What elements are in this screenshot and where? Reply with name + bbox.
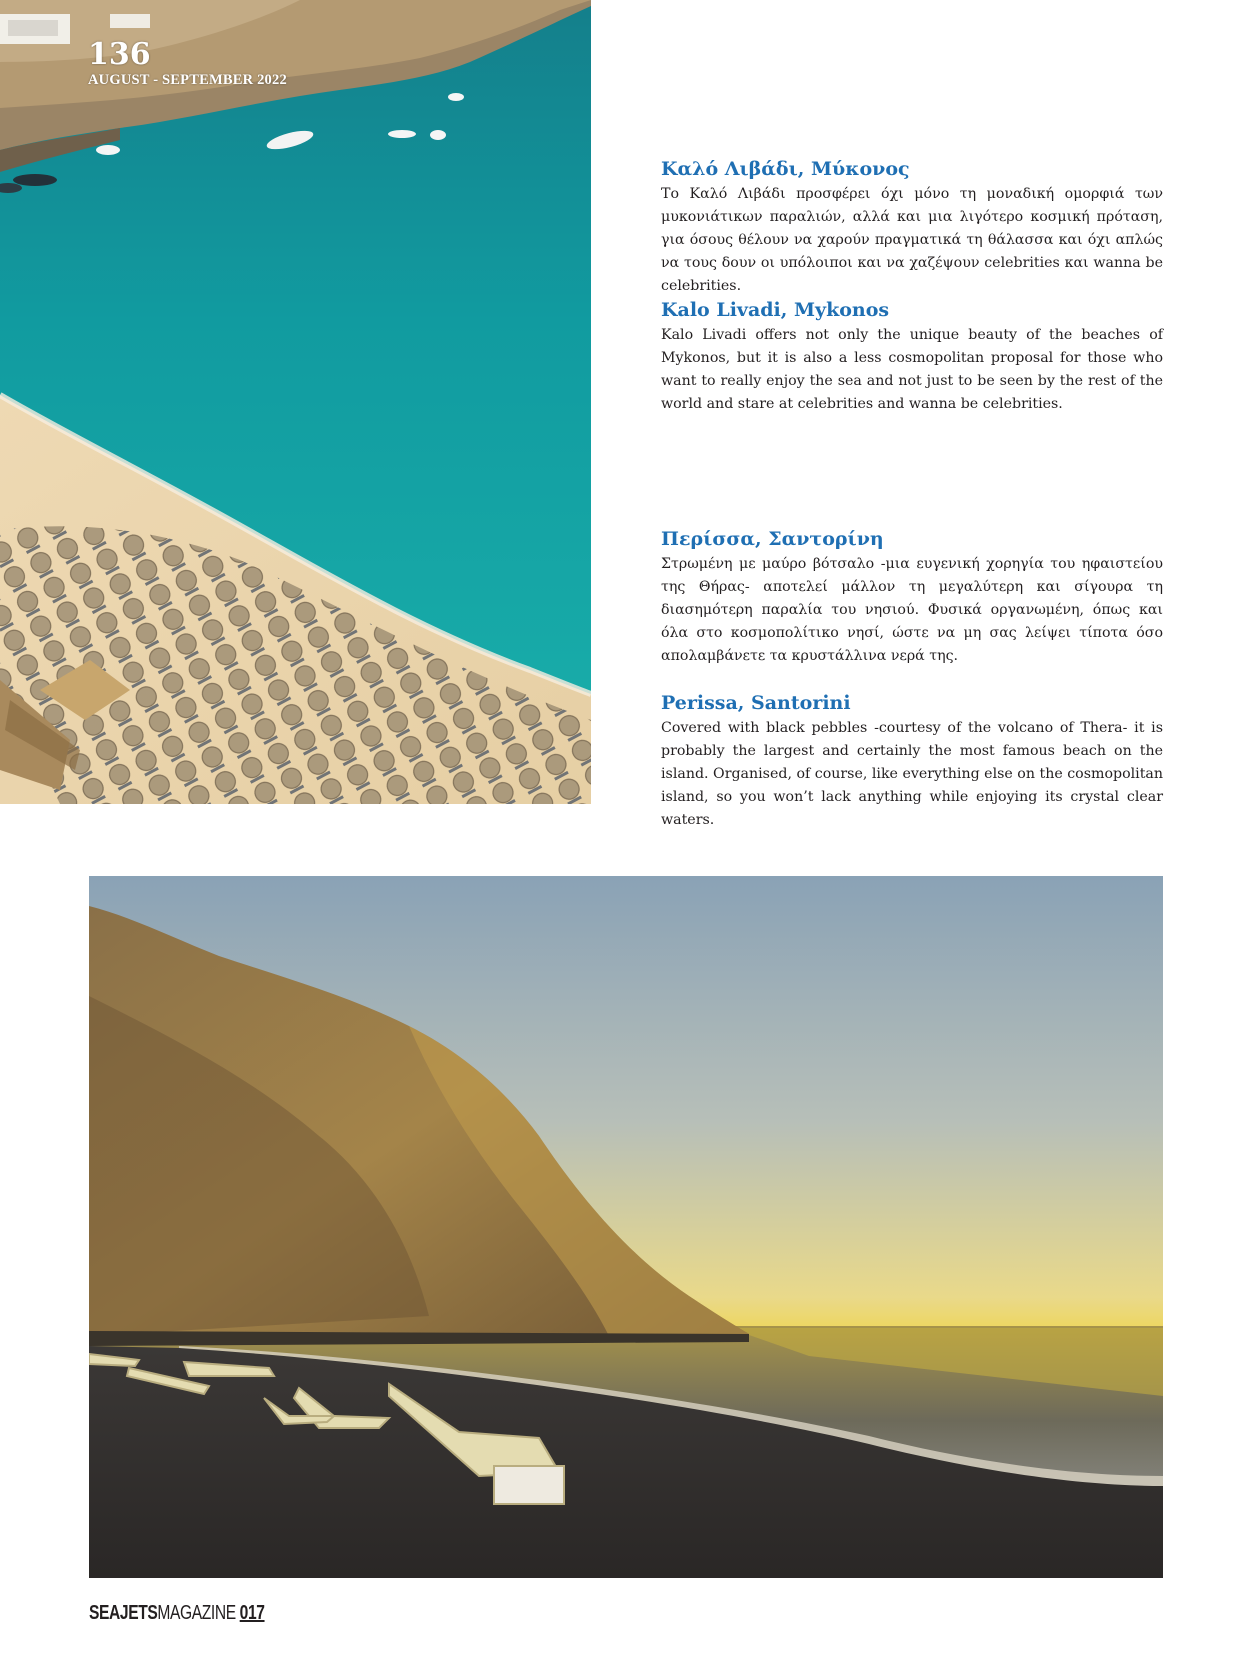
kalo-livadi-aerial-photo: [0, 0, 591, 804]
sunset-beach-illustration: [89, 876, 1163, 1578]
article-kalo-livadi-english: [661, 298, 1163, 416]
footer-magazine: MAGAZINE: [157, 1602, 236, 1624]
section-body: Kalo Livadi offers not only the unique beauty of the beaches of Mykonos, but it is also a less cosmopolitan proposal for those who want to really enjoy the sea and not just to be seen by the rest of the world and stare at celebrities and wanna be celebrities.: [661, 327, 1163, 412]
article-kalo-livadi-greek: [661, 157, 1163, 298]
section-body: Στρωμένη με μαύρο βότσαλο -μια ευγενική χορηγία του ηφαιστείου της Θήρας- αποτελεί μάλλον τη μεγαλύτερη και σίγουρα τη διασημότερη παραλία του νησιού. Φυσικά οργανωμένη, όπως και όλα στο κοσμοπολίτικο νησί, ώστε να μη σας λείψει τίποτα όσο απολαμβάνετε τα κρυστάλλινα νερά της.: [661, 556, 1163, 664]
article-perissa-english: [661, 691, 1163, 832]
section-title: Καλό Λιβάδι, Μύκονος: [661, 158, 910, 180]
issue-date: AUGUST - SEPTEMBER 2022: [88, 72, 287, 88]
section-body: Το Καλό Λιβάδι προσφέρει όχι μόνο τη μοναδική ομορφιά των μυκονιάτικων παραλιών, αλλά και μια λιγότερο κοσμική πρόταση, για όσους θέλουν να χαρούν πραγματικά τη θάλασσα και όχι απλώς να τους δουν οι υπόλοιποι και να χαζέψουν celebrities και wanna be celebrities.: [661, 186, 1163, 294]
aerial-beach-illustration: [0, 0, 591, 804]
section-title: Perissa, Santorini: [661, 692, 851, 714]
perissa-sunset-photo: [89, 876, 1163, 1578]
article-perissa-greek: [661, 527, 1163, 668]
magazine-footer: [89, 1602, 265, 1625]
footer-issue-number: 017: [239, 1602, 265, 1624]
section-title: Kalo Livadi, Mykonos: [661, 299, 890, 321]
section-body: Covered with black pebbles -courtesy of the volcano of Thera- it is probably the largest and certainly the most famous beach on the island. Organised, of course, like everything else on the cosmopolitan island, so you won’t lack anything while enjoying its crystal clear waters.: [661, 720, 1163, 828]
section-title: Περίσσα, Σαντορίνη: [661, 528, 884, 550]
footer-brand: SEAJETS: [89, 1602, 158, 1624]
page-number: 136: [88, 37, 151, 72]
